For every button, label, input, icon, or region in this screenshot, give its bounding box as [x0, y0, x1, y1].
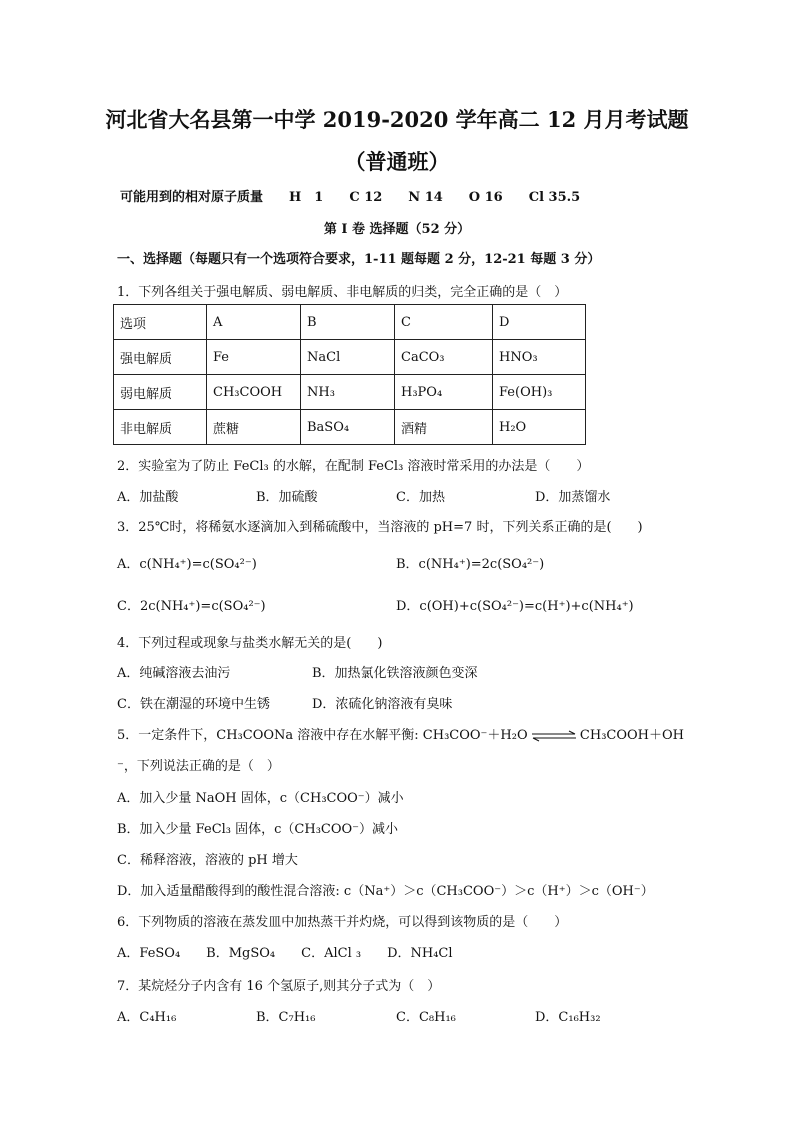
q5-option-c: C．稀释溶液，溶液的 pH 增大	[117, 853, 298, 868]
q2-stem: 2．实验室为了防止 FeCl₃ 的水解，在配制 FeCl₃ 溶液时常采用的办法是（ ）	[117, 459, 590, 474]
table-cell: B	[301, 305, 395, 340]
q7-option-c: C．C₈H₁₆	[396, 1010, 456, 1025]
table-cell: Fe	[207, 340, 301, 375]
table-cell: NH₃	[301, 375, 395, 410]
q4-option-b: B．加热氯化铁溶液颜色变深	[312, 666, 478, 681]
q5-stem-right: CH₃COOH＋OH	[579, 728, 684, 743]
table-cell: Fe(OH)₃	[493, 375, 586, 410]
q2-option-c: C．加热	[396, 490, 445, 505]
q5-option-a: A．加入少量 NaOH 固体，c（CH₃COO⁻）减小	[117, 791, 404, 806]
q3-stem: 3．25℃时，将稀氨水逐滴加入到稀硫酸中，当溶液的 pH=7 时，下列关系正确的是( )	[117, 520, 643, 535]
section1-heading: 一、选择题（每题只有一个选项符合要求，1-11 题每题 2 分，12-21 每题 3 分）	[117, 252, 601, 267]
table-row	[114, 340, 586, 375]
q7-option-a: A．C₄H₁₆	[117, 1010, 177, 1025]
part1-title: 第 I 卷 选择题（52 分）	[323, 222, 471, 237]
q3-option-a: A．c(NH₄⁺)=c(SO₄²⁻)	[117, 557, 257, 572]
table-cell: NaCl	[301, 340, 395, 375]
q5-stem-left: 5．一定条件下，CH₃COONa 溶液中存在水解平衡: CH₃COO⁻＋H₂O	[117, 728, 528, 743]
q3-option-c: C．2c(NH₄⁺)=c(SO₄²⁻)	[117, 599, 266, 614]
table-cell: H₃PO₄	[395, 375, 493, 410]
q4-option-d: D．浓硫化钠溶液有臭味	[312, 697, 453, 712]
q1-stem: 1．下列各组关于强电解质、弱电解质、非电解质的归类，完全正确的是（ ）	[117, 285, 568, 300]
table-row	[114, 305, 586, 340]
table-cell: A	[207, 305, 301, 340]
q2-option-b: B．加硫酸	[256, 490, 318, 505]
q1-table	[113, 304, 586, 445]
table-cell: 选项	[114, 305, 207, 340]
table-cell: 非电解质	[114, 410, 207, 445]
table-cell: H₂O	[493, 410, 586, 445]
table-row	[114, 410, 586, 445]
q5-stem-line1	[117, 724, 684, 743]
table-row	[114, 375, 586, 410]
table-cell: D	[493, 305, 586, 340]
table-cell: 强电解质	[114, 340, 207, 375]
q3-option-d: D．c(OH)+c(SO₄²⁻)=c(H⁺)+c(NH₄⁺)	[396, 599, 634, 614]
q2-option-a: A．加盐酸	[117, 490, 179, 505]
q7-stem: 7．某烷烃分子内含有 16 个氢原子,则其分子式为（ ）	[117, 979, 441, 994]
q5-stem-line2: ⁻，下列说法正确的是（ ）	[117, 759, 280, 774]
table-cell: C	[395, 305, 493, 340]
table-cell: 蔗糖	[207, 410, 301, 445]
table-cell: HNO₃	[493, 340, 586, 375]
q5-option-b: B．加入少量 FeCl₃ 固体，c（CH₃COO⁻）减小	[117, 822, 399, 837]
table-cell: 酒精	[395, 410, 493, 445]
table-cell: 弱电解质	[114, 375, 207, 410]
q7-option-d: D．C₁₆H₃₂	[535, 1010, 601, 1025]
page-subtitle: （普通班）	[344, 149, 450, 174]
q4-option-c: C．铁在潮湿的环境中生锈	[117, 697, 270, 712]
q4-stem: 4．下列过程或现象与盐类水解无关的是( )	[117, 636, 383, 651]
atomic-masses: 可能用到的相对原子质量 H 1 C 12 N 14 O 16 Cl 35.5	[120, 190, 581, 205]
equilibrium-arrow-icon	[532, 730, 576, 742]
q5-option-d: D．加入适量醋酸得到的酸性混合溶液: c（Na⁺）＞c（CH₃COO⁻）＞c（H⁺）＞c（OH⁻）	[117, 884, 654, 899]
q4-option-a: A．纯碱溶液去油污	[117, 666, 231, 681]
table-cell: CH₃COOH	[207, 375, 301, 410]
table-cell: CaCO₃	[395, 340, 493, 375]
q7-option-b: B．C₇H₁₆	[256, 1010, 316, 1025]
table-cell: BaSO₄	[301, 410, 395, 445]
q3-option-b: B．c(NH₄⁺)=2c(SO₄²⁻)	[396, 557, 545, 572]
q6-stem: 6．下列物质的溶液在蒸发皿中加热蒸干并灼烧，可以得到该物质的是（ ）	[117, 915, 568, 930]
q6-options: A．FeSO₄ B．MgSO₄ C．AlCl ₃ D．NH₄Cl	[117, 946, 453, 961]
page-title: 河北省大名县第一中学 2019-2020 学年高二 12 月月考试题	[105, 107, 689, 132]
q2-option-d: D．加蒸馏水	[535, 490, 611, 505]
